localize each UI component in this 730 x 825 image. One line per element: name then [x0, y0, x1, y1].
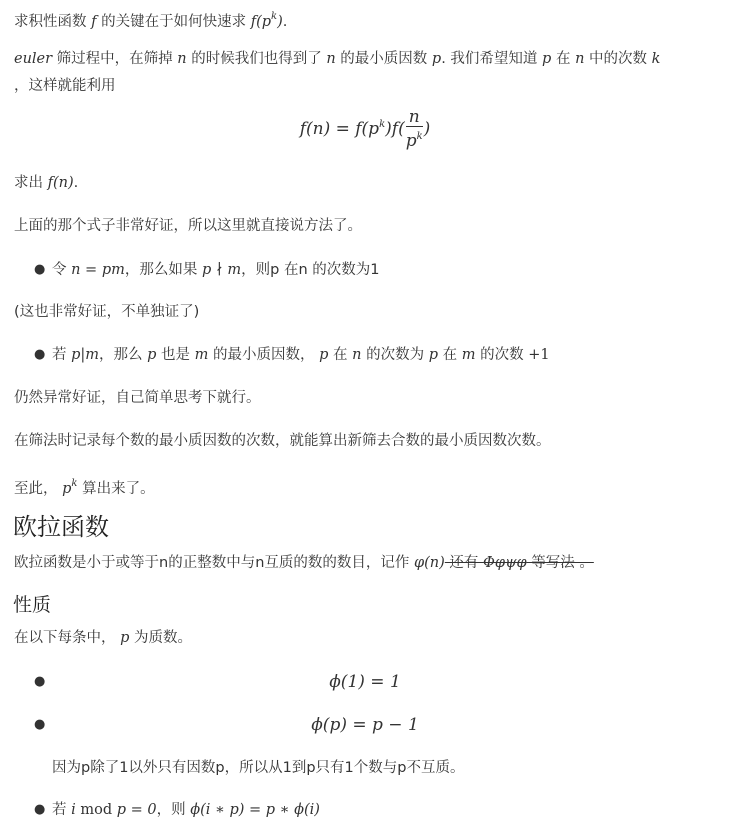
- line-euler-definition: 欧拉函数是小于或等于n的正整数中与n互质的数的数目，记作 φ(n) 还有 Φφψφ 等写法 。: [14, 555, 594, 571]
- line-still-easy: 仍然异常好证，自己简单思考下就行。: [14, 390, 261, 406]
- equation-phi-p: ϕ(p) = p − 1: [311, 715, 419, 735]
- line-pk-done: 至此， $p^k$ 算出来了。: [14, 478, 155, 497]
- bullet-case-mod: 若 i mod p = 0，则 ϕ(i ∗ p) = p ∗ ϕ(i): [52, 802, 320, 818]
- line-multiplicative-intro: 求积性函数 f 的关键在于如何快速求 $f(p^k)$.: [14, 11, 288, 30]
- line-sieve-record: 在筛法时记录每个数的最小质因数的次数，就能算出新筛去合数的最小质因数次数。: [14, 433, 551, 449]
- line-continuation: ，这样就能利用: [14, 78, 116, 94]
- line-easy-proof: (这也非常好证，不单独证了): [14, 304, 200, 320]
- line-p-prime: 在以下每条中， p 为质数。: [14, 630, 193, 646]
- equation-phi-1: ϕ(1) = 1: [329, 672, 401, 692]
- line-result-fn: 求出 f(n).: [14, 175, 79, 191]
- heading-euler-function: 欧拉函数: [13, 513, 109, 541]
- heading-properties: 性质: [13, 594, 52, 616]
- fraction: $\frac{n}{p^k}$: [405, 107, 423, 151]
- bullet-case-divide: 若 p|m，那么 p 也是 m 的最小质因数， p 在 n 的次数为 p 在 m 的次数 +1: [52, 347, 550, 363]
- bullet-case-not-divide: 令 n = pm，那么如果 p ∤ m，则p 在n 的次数为1: [52, 262, 380, 278]
- bullet-dot: ●: [34, 802, 46, 817]
- bullet-dot: ●: [34, 674, 46, 689]
- line-phi-p-explain: 因为p除了1以外只有因数p，所以从1到p只有1个数与p不互质。: [52, 760, 465, 776]
- line-euler-sieve: euler 筛过程中，在筛掉 n 的时候我们也得到了 n 的最小质因数 p. 我们希望知道 p 在 n 中的次数 k: [14, 51, 661, 67]
- bullet-dot: ●: [34, 262, 46, 277]
- equation-f-n: $f(n) = f(p^k)f$( $\frac{n}{p^k}$ ): [299, 107, 431, 151]
- bullet-dot: ●: [34, 347, 46, 362]
- line-proof-note: 上面的那个式子非常好证，所以这里就直接说方法了。: [14, 218, 362, 234]
- bullet-dot: ●: [34, 717, 46, 732]
